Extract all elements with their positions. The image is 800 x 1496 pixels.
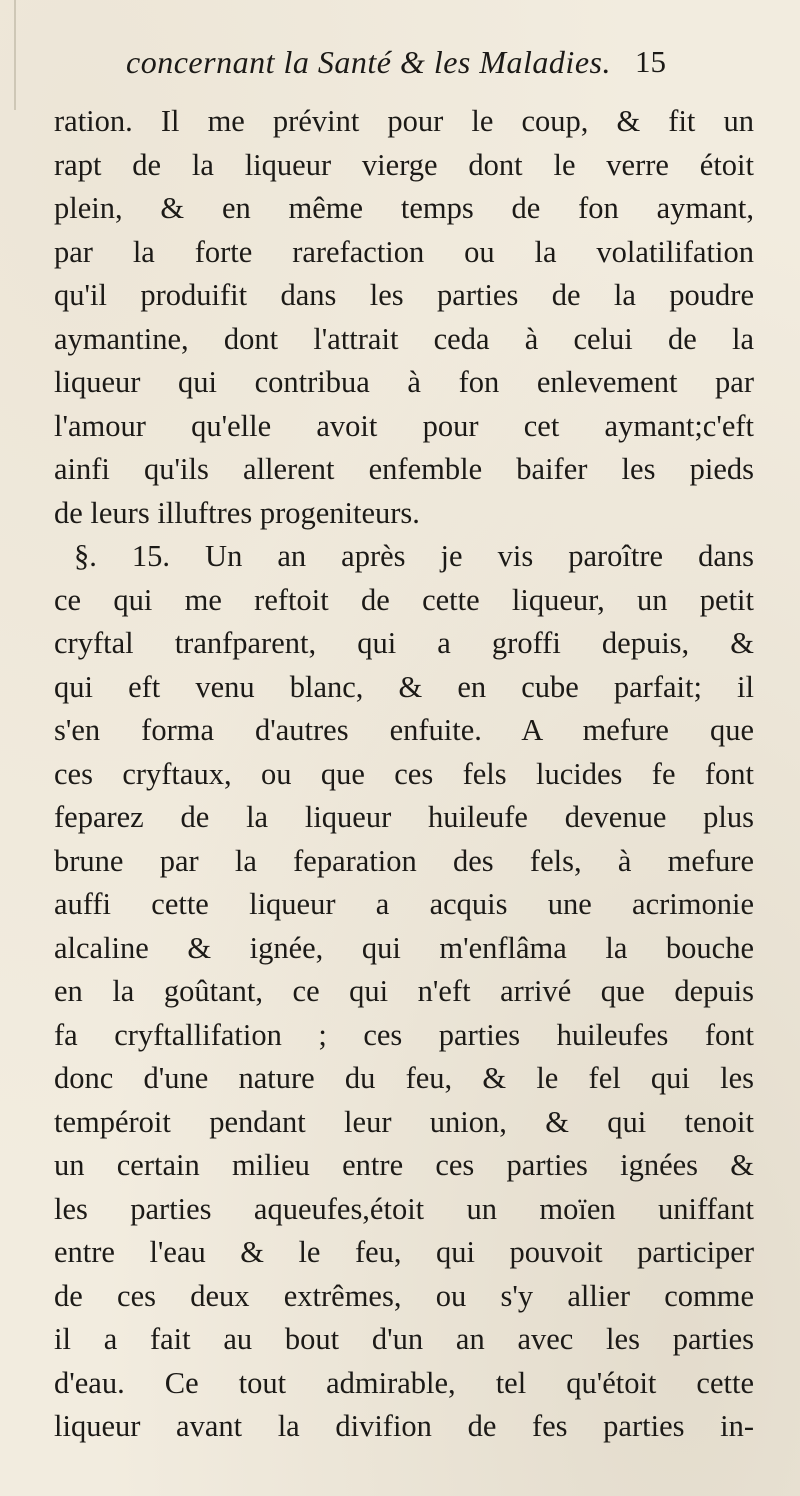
text-line: en la goûtant, ce qui n'eft arrivé que depuis	[54, 974, 754, 1008]
text-line: rapt de la liqueur vierge dont le verre étoit	[54, 147, 754, 182]
text-line: entre l'eau & le feu, qui pouvoit participer	[54, 1235, 754, 1269]
text-line: donc d'une nature du feu, & le fel qui les	[54, 1061, 754, 1095]
text-line: brune par la feparation des fels, à mefure	[54, 843, 754, 878]
text-line: alcaline & ignée, qui m'enflâma la bouche	[54, 930, 754, 965]
text-line: liqueur qui contribua à fon enlevement par	[54, 365, 754, 399]
text-line: les parties aqueufes,étoit un moïen uniffant	[54, 1191, 754, 1226]
text-line: qu'il produifit dans les parties de la poudre	[54, 278, 754, 312]
page-number: 15	[635, 44, 666, 79]
text-line: liqueur avant la divifion de fes parties in-	[54, 1409, 754, 1443]
text-line: cryftal tranfparent, qui a groffi depuis, &	[54, 626, 754, 660]
text-line: tempéroit pendant leur union, & qui tenoit	[54, 1104, 754, 1139]
text-line: ration. Il me prévint pour le coup, & fit un	[54, 104, 754, 138]
text-line: de ces deux extrêmes, ou s'y allier comme	[54, 1278, 754, 1313]
page-edge-shadow	[14, 0, 16, 110]
text-line: d'eau. Ce tout admirable, tel qu'étoit cette	[54, 1365, 754, 1400]
body-text	[54, 100, 754, 1449]
text-line: ce qui me reftoit de cette liqueur, un petit	[54, 582, 754, 617]
running-title: concernant la Santé & les Maladies.	[126, 44, 611, 80]
paragraph-start-line: §. 15. Un an après je vis paroître dans	[74, 539, 754, 573]
page-header	[126, 44, 666, 88]
text-line: qui eft venu blanc, & en cube parfait; il	[54, 669, 754, 704]
text-line: s'en forma d'autres enfuite. A mefure que	[54, 713, 754, 747]
text-line: l'amour qu'elle avoit pour cet aymant;c'eft	[54, 408, 754, 443]
text-line: par la forte rarefaction ou la volatilifation	[54, 234, 754, 269]
text-line: feparez de la liqueur huileufe devenue plus	[54, 800, 754, 834]
text-line: aymantine, dont l'attrait ceda à celui de la	[54, 321, 754, 356]
text-line: auffi cette liqueur a acquis une acrimonie	[54, 887, 754, 921]
text-line: ces cryftaux, ou que ces fels lucides fe font	[54, 756, 754, 791]
text-line: il a fait au bout d'un an avec les parties	[54, 1322, 754, 1356]
text-line: ainfi qu'ils allerent enfemble baifer les pieds	[54, 452, 754, 486]
text-line: fa cryftallifation ; ces parties huileufes font	[54, 1017, 754, 1052]
text-line: plein, & en même temps de fon aymant,	[54, 191, 754, 225]
text-line: un certain milieu entre ces parties ignées &	[54, 1148, 754, 1182]
text-line: de leurs illuftres progeniteurs.	[54, 495, 420, 530]
